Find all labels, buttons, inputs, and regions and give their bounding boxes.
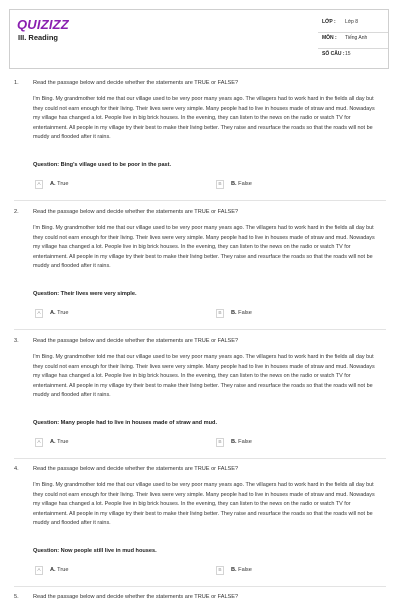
section-title: III. Reading xyxy=(18,33,59,42)
question-number: 1. xyxy=(14,80,19,86)
question-divider xyxy=(14,458,386,459)
worksheet-header xyxy=(9,9,389,69)
reading-passage: I'm Bing. My grandmother told me that our village used to be very poor many years ago. The villagers had to work hard in the fields all day but they could not earn enough for their living. Their lives were very simple. Many people had to live in houses made of straw and mud. Nowadays my village has changed a lot. People live in big brick houses. In the evening, they can listen to the news on the radio or watch TV for entertainment. All people in my village try their best to make their living better. They raise and resurface the roads so that the roads will not be muddy and flooded after it rains. xyxy=(33,225,375,269)
meta-row-question-count xyxy=(318,49,388,64)
question-divider xyxy=(14,200,386,201)
meta-value: Lớp 8 xyxy=(345,19,359,25)
quizizz-logo: QUIZIZZ xyxy=(17,17,69,32)
meta-label: LỚP : xyxy=(322,19,336,25)
question-prompt: Read the passage below and decide whether the statements are TRUE or FALSE? xyxy=(33,80,239,86)
option-letter-box: A xyxy=(35,438,43,447)
reading-passage: I'm Bing. My grandmother told me that our village used to be very poor many years ago. The villagers had to work hard in the fields all day but they could not earn enough for their living. Their lives were very simple. Many people had to live in houses made of straw and mud. Nowadays my village has changed a lot. People live in big brick houses. In the evening, they can listen to the news on the radio or watch TV for entertainment. All people in my village try their best to make their living better. They raise and resurface the roads so that the roads will not be muddy and flooded after it rains. xyxy=(33,482,375,526)
meta-row-subject xyxy=(318,33,388,49)
question-prompt: Read the passage below and decide whether the statements are TRUE or FALSE? xyxy=(33,594,239,600)
meta-value: Tiếng Anh xyxy=(345,35,368,41)
option-text: A. True xyxy=(50,181,69,187)
question-prompt: Read the passage below and decide whether the statements are TRUE or FALSE? xyxy=(33,338,239,344)
reading-passage: I'm Bing. My grandmother told me that our village used to be very poor many years ago. The villagers had to work hard in the fields all day but they could not earn enough for their living. Their lives were very simple. Many people had to live in houses made of straw and mud. Nowadays my village has changed a lot. People live in big brick houses. In the evening, they can listen to the news on the radio or watch TV for entertainment. All people in my village try their best to make their living better. They raise and resurface the roads so that the roads will not be muddy and flooded after it rains. xyxy=(33,96,375,140)
question-statement: Question: Many people had to live in houses made of straw and mud. xyxy=(33,420,217,426)
option-text: A. True xyxy=(50,439,69,445)
option-text: B. False xyxy=(231,310,252,316)
question-divider xyxy=(14,329,386,330)
option-text: B. False xyxy=(231,181,252,187)
question-prompt: Read the passage below and decide whether the statements are TRUE or FALSE? xyxy=(33,466,239,472)
option-letter-box: A xyxy=(35,180,43,189)
option-letter-box: A xyxy=(35,309,43,318)
option-letter-box: B xyxy=(216,566,224,575)
meta-label: SỐ CÂU : xyxy=(322,51,345,57)
option-letter-box: B xyxy=(216,438,224,447)
question-statement: Question: Their lives were very simple. xyxy=(33,291,137,297)
question-number: 4. xyxy=(14,466,19,472)
option-text: A. True xyxy=(50,567,69,573)
question-number: 2. xyxy=(14,209,19,215)
question-statement: Question: Now people still live in mud houses. xyxy=(33,548,157,554)
meta-row-class xyxy=(318,17,388,33)
option-letter-box: A xyxy=(35,566,43,575)
question-number: 5. xyxy=(14,594,19,600)
option-text: B. False xyxy=(231,567,252,573)
question-prompt: Read the passage below and decide whether the statements are TRUE or FALSE? xyxy=(33,209,239,215)
option-letter-box: B xyxy=(216,309,224,318)
question-number: 3. xyxy=(14,338,19,344)
option-letter-box: B xyxy=(216,180,224,189)
worksheet-meta xyxy=(318,17,388,64)
reading-passage: I'm Bing. My grandmother told me that our village used to be very poor many years ago. The villagers had to work hard in the fields all day but they could not earn enough for their living. Their lives were very simple. Many people had to live in houses made of straw and mud. Nowadays my village has changed a lot. People live in big brick houses. In the evening, they can listen to the news on the radio or watch TV for entertainment. All people in my village try their best to make their living better. They raise and resurface the roads so that the roads will not be muddy and flooded after it rains. xyxy=(33,354,375,398)
option-text: B. False xyxy=(231,439,252,445)
option-text: A. True xyxy=(50,310,69,316)
meta-label: MÔN : xyxy=(322,35,337,41)
meta-value: 15 xyxy=(345,51,351,57)
question-divider xyxy=(14,586,386,587)
question-statement: Question: Bing's village used to be poor in the past. xyxy=(33,162,172,168)
